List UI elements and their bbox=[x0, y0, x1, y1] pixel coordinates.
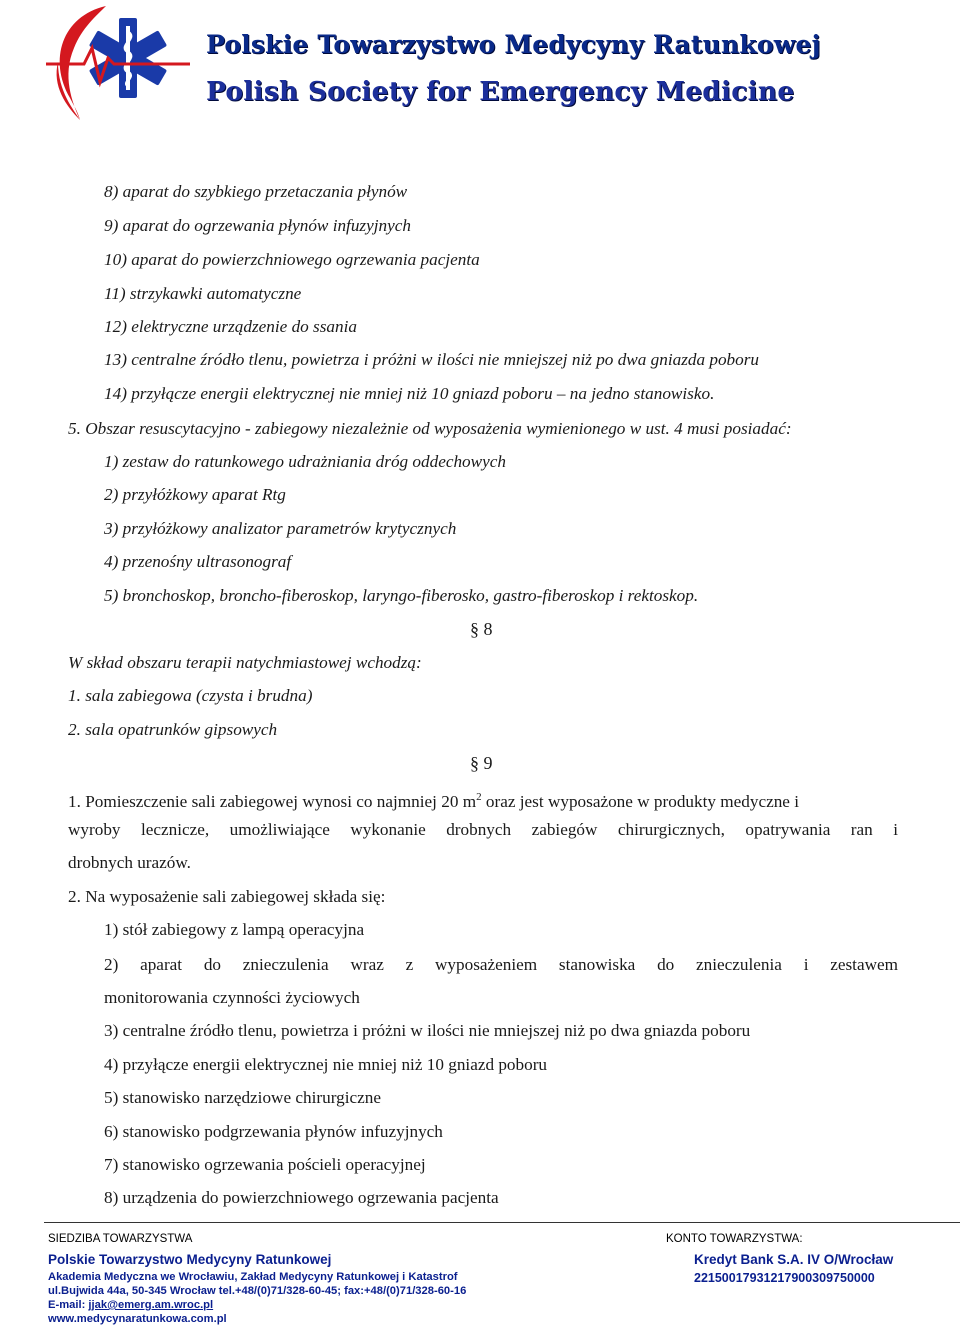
paragraph-text: oraz jest wyposażone w produkty medyczne i bbox=[481, 792, 799, 811]
section-9-paragraph-1-line-3: drobnych urazów. bbox=[68, 853, 191, 872]
section-8-intro: W skład obszaru terapii natychmiastowej wchodzą: bbox=[68, 653, 422, 672]
email-link[interactable]: jjak@emerg.am.wroc.pl bbox=[88, 1299, 214, 1311]
section-9-mark: § 9 bbox=[470, 753, 493, 773]
list-item: 11) strzykawki automatyczne bbox=[104, 284, 302, 303]
list-item: 13) centralne źródło tlenu, powietrza i próżni w ilości nie mniejszej niż po dwa gniazda poboru bbox=[104, 350, 760, 369]
list-item: 9) aparat do ogrzewania płynów infuzyjnych bbox=[104, 216, 411, 235]
account-caption: KONTO TOWARZYSTWA: bbox=[666, 1233, 803, 1245]
section-8-mark: § 8 bbox=[470, 619, 493, 639]
list-item: 2) aparat do znieczulenia wraz z wyposażeniem stanowiska do znieczulenia i zestawem bbox=[104, 955, 898, 974]
list-item: 2) przyłóżkowy aparat Rtg bbox=[104, 485, 286, 504]
section-9-paragraph-1-line-1 bbox=[68, 787, 799, 812]
list-item: 14) przyłącze energii elektrycznej nie mniej niż 10 gniazd poboru – na jedno stanowisko. bbox=[104, 384, 715, 403]
list-item: 7) stanowisko ogrzewania pościeli operacyjnej bbox=[104, 1155, 426, 1174]
point-5-heading: 5. Obszar resuscytacyjno - zabiegowy niezależnie od wyposażenia wymienionego w ust. 4 musi posiadać: bbox=[68, 419, 792, 438]
society-name-english: Polish Society for Emergency Medicine bbox=[206, 76, 795, 107]
email-line bbox=[48, 1299, 213, 1311]
society-name-polish: Polskie Towarzystwo Medycyny Ratunkowej bbox=[206, 30, 821, 59]
list-item: 8) urządzenia do powierzchniowego ogrzewania pacjenta bbox=[104, 1188, 499, 1207]
list-item-continuation: monitorowania czynności życiowych bbox=[104, 988, 360, 1007]
footer-org-name: Polskie Towarzystwo Medycyny Ratunkowej bbox=[48, 1252, 332, 1267]
list-item: 5) bronchoskop, broncho-fiberoskop, laryngo-fiberosko, gastro-fiberoskop i rektoskop. bbox=[104, 586, 699, 605]
email-label: E-mail: bbox=[48, 1299, 89, 1311]
list-item: 1) zestaw do ratunkowego udrażniania dróg oddechowych bbox=[104, 452, 506, 471]
list-item: 4) przenośny ultrasonograf bbox=[104, 552, 292, 571]
section-9-paragraph-1-line-2: wyroby lecznicze, umożliwiające wykonanie drobnych zabiegów chirurgicznych, opatrywania ran i bbox=[68, 820, 898, 839]
list-item: 2. sala opatrunków gipsowych bbox=[68, 720, 278, 739]
address-line-1: Akademia Medyczna we Wrocławiu, Zakład Medycyny Ratunkowej i Katastrof bbox=[48, 1271, 458, 1283]
website-link[interactable]: www.medycynaratunkowa.com.pl bbox=[48, 1313, 227, 1325]
bank-name: Kredyt Bank S.A. IV O/Wrocław bbox=[694, 1252, 894, 1267]
list-item: 3) centralne źródło tlenu, powietrza i próżni w ilości nie mniejszej niż po dwa gniazda poboru bbox=[104, 1021, 751, 1040]
list-item: 10) aparat do powierzchniowego ogrzewania pacjenta bbox=[104, 250, 480, 269]
superscript-2: 2 bbox=[476, 791, 482, 803]
account-number: 22150017931217900309750000 bbox=[694, 1271, 875, 1285]
seat-caption: SIEDZIBA TOWARZYSTWA bbox=[48, 1233, 193, 1245]
section-9-paragraph-2: 2. Na wyposażenie sali zabiegowej składa się: bbox=[68, 887, 386, 906]
address-line-2: ul.Bujwida 44a, 50-345 Wrocław tel.+48/(0)71/328-60-45; fax:+48/(0)71/328-60-16 bbox=[48, 1285, 467, 1297]
page-header bbox=[0, 0, 960, 130]
list-item: 12) elektryczne urządzenie do ssania bbox=[104, 317, 357, 336]
paragraph-text: 1. Pomieszczenie sali zabiegowej wynosi co najmniej 20 m bbox=[68, 792, 477, 811]
list-item: 8) aparat do szybkiego przetaczania płynów bbox=[104, 182, 408, 201]
list-item: 3) przyłóżkowy analizator parametrów krytycznych bbox=[104, 519, 457, 538]
list-item: 1) stół zabiegowy z lampą operacyjna bbox=[104, 920, 365, 939]
list-item: 4) przyłącze energii elektrycznej nie mniej niż 10 gniazd poboru bbox=[104, 1055, 548, 1074]
star-of-life-logo bbox=[44, 2, 192, 122]
list-item: 1. sala zabiegowa (czysta i brudna) bbox=[68, 686, 313, 705]
list-item: 5) stanowisko narzędziowe chirurgiczne bbox=[104, 1088, 381, 1107]
list-item: 6) stanowisko podgrzewania płynów infuzyjnych bbox=[104, 1122, 443, 1141]
footer-divider bbox=[44, 1222, 960, 1223]
